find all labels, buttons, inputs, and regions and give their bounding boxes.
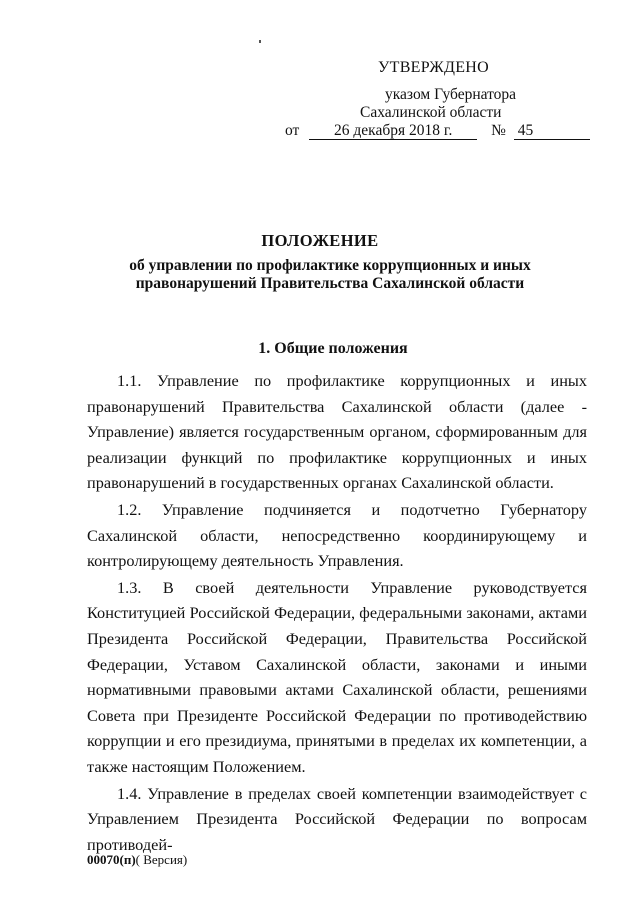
approval-number: 45	[514, 122, 590, 140]
document-subtitle: об управлении по профилактике коррупционных и иных правонарушений Правительства Сахалинской области	[129, 257, 531, 292]
paragraph-1-2: 1.2. Управление подчиняется и подотчетно Губернатору Сахалинской области, непосредственно координирующему и контролирующему деятельность Управления.	[87, 499, 587, 571]
scan-speck	[259, 40, 261, 43]
approval-by: указом Губернатора	[385, 86, 517, 103]
footer-code: 00070(п)	[87, 852, 136, 867]
paragraph-1-4: 1.4. Управление в пределах своей компетенции взаимодействует с Управлением Президента Российской Федерации по вопросам противодей-	[87, 783, 587, 854]
approval-dateline	[285, 121, 590, 140]
paragraph-1-3: 1.3. В своей деятельности Управление руководствуется Конституцией Российской Федерации, федеральными законами, актами Президента Российской Федерации, Правительства Российской Федерации, Уставом Сахалинской области, законами и иными нормативными правовыми актами Сахалинской области, решениями Совета при Президенте Российской Федерации по противодействию коррупции и его президиума, принятыми в пределах их компетенции, а также настоящим Положением.	[87, 577, 587, 776]
footer-version: ( Версия)	[135, 852, 188, 867]
section-body	[87, 368, 587, 857]
approval-date: 26 декабря 2018 г.	[309, 122, 477, 140]
paragraph-1-1: 1.1. Управление по профилактике коррупционных и иных правонарушений Правительства Сахалинской области (далее - Управление) является государственным органом, сформированным для реализации функций по профилактике коррупционных и иных правонарушений в государственных органах Сахалинской области.	[87, 371, 587, 493]
approval-stamp: УТВЕРЖДЕНО	[378, 59, 490, 76]
date-prefix: от	[285, 122, 300, 139]
section-heading: 1. Общие положения	[258, 340, 408, 357]
document-title: ПОЛОЖЕНИЕ	[261, 231, 379, 250]
footer-code-line	[87, 852, 187, 868]
approval-region: Сахалинской области	[360, 104, 502, 121]
number-sign: №	[491, 122, 506, 139]
